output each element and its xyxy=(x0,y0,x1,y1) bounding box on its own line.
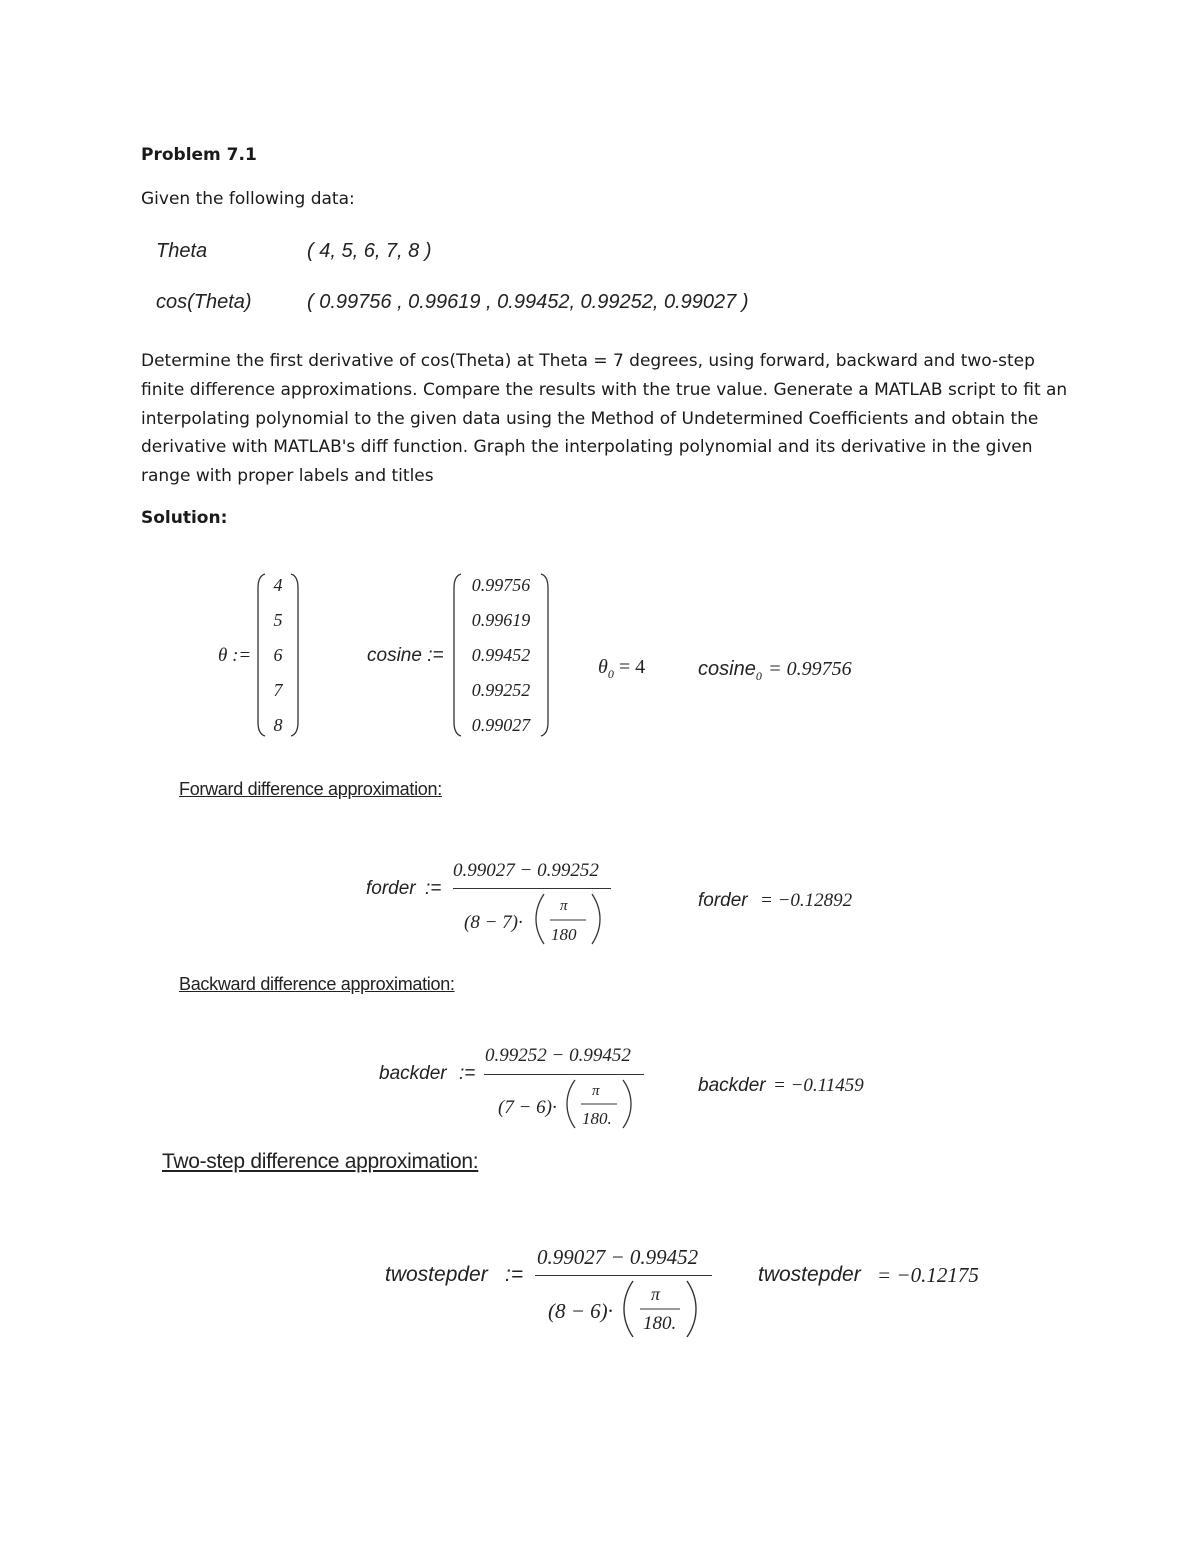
forward-den-left: (8 − 7)· xyxy=(464,912,523,933)
cos-label: cos(Theta) xyxy=(156,291,252,313)
forward-result-value: = −0.12892 xyxy=(760,890,853,911)
theta-cell: 8 xyxy=(273,715,283,735)
theta0-symbol: θ xyxy=(598,656,608,678)
theta-cell: 4 xyxy=(273,575,283,595)
forward-result-name: forder xyxy=(698,890,748,911)
cosine-cell: 0.99452 xyxy=(471,645,531,665)
cosine0-result: = 0.99756 xyxy=(768,658,852,680)
twostep-name: twostepder xyxy=(385,1263,488,1286)
twostep-result-name: twostepder xyxy=(758,1263,861,1286)
problem-title: Problem 7.1 xyxy=(141,145,257,165)
twostep-den-left: (8 − 6)· xyxy=(548,1299,613,1323)
twostep-result-value: = −0.12175 xyxy=(877,1263,979,1287)
cosine-assign: cosine := xyxy=(367,645,444,666)
cosine-cell: 0.99756 xyxy=(471,575,531,595)
cosine-cell: 0.99027 xyxy=(471,715,531,735)
twostep-heading: Two-step difference approximation: xyxy=(162,1150,479,1173)
theta-vector xyxy=(255,570,301,740)
cos-values: ( 0.99756 , 0.99619 , 0.99452, 0.99252, 0.99027 ) xyxy=(307,291,749,313)
fraction-bar xyxy=(453,888,611,889)
backward-name: backder xyxy=(379,1063,447,1084)
cosine0-subscript: 0 xyxy=(755,669,762,683)
cosine0-name: cosine xyxy=(698,658,756,680)
backward-heading: Backward difference approximation: xyxy=(179,974,455,994)
fraction-bar xyxy=(535,1275,712,1276)
backward-assign: := xyxy=(459,1063,476,1084)
theta-assign: θ := xyxy=(218,645,252,666)
forward-heading: Forward difference approximation: xyxy=(179,779,442,799)
fraction-bar xyxy=(484,1074,644,1075)
backward-result-value: = −0.11459 xyxy=(773,1075,864,1096)
theta-cell: 5 xyxy=(273,610,283,630)
twostep-den-180: 180. xyxy=(643,1313,677,1334)
twostep-numerator: 0.99027 − 0.99452 xyxy=(537,1245,699,1269)
theta0-expression xyxy=(598,656,645,682)
theta-values: ( 4, 5, 6, 7, 8 ) xyxy=(307,240,432,262)
theta-cell: 6 xyxy=(273,645,283,665)
backward-den-180: 180. xyxy=(582,1109,612,1128)
problem-description: Determine the first derivative of cos(Theta) at Theta = 7 degrees, using forward, backward and two-step finite difference approximations. Compare the results with the true value. Generate a MATLAB script to fit an interpolating polynomial to the given data using the Method of Undetermined Coefficients and obtain the derivative with MATLAB's diff function. Graph the interpolating polynomial and its derivative in the given range with proper labels and titles xyxy=(141,351,1068,487)
theta0-result: = 4 xyxy=(618,656,646,678)
pi-symbol: π xyxy=(560,898,568,914)
theta0-subscript: 0 xyxy=(607,667,614,681)
cosine-cell: 0.99619 xyxy=(471,610,531,630)
backward-den-left: (7 − 6)· xyxy=(498,1097,557,1118)
forward-assign: := xyxy=(425,878,442,899)
cosine-cell: 0.99252 xyxy=(471,680,531,700)
forward-name: forder xyxy=(366,878,416,899)
forward-den-180: 180 xyxy=(551,925,577,944)
cosine-vector xyxy=(451,570,551,740)
forward-numerator: 0.99027 − 0.99252 xyxy=(453,860,599,881)
given-text: Given the following data: xyxy=(141,189,355,209)
pi-symbol: π xyxy=(592,1083,600,1099)
twostep-assign: := xyxy=(505,1263,524,1286)
backward-numerator: 0.99252 − 0.99452 xyxy=(485,1045,631,1066)
solution-label: Solution: xyxy=(141,508,228,528)
cosine0-expression xyxy=(698,656,852,684)
theta-label: Theta xyxy=(156,240,208,262)
backward-result-name: backder xyxy=(698,1075,766,1096)
pi-symbol: π xyxy=(651,1284,661,1304)
theta-cell: 7 xyxy=(273,680,283,700)
